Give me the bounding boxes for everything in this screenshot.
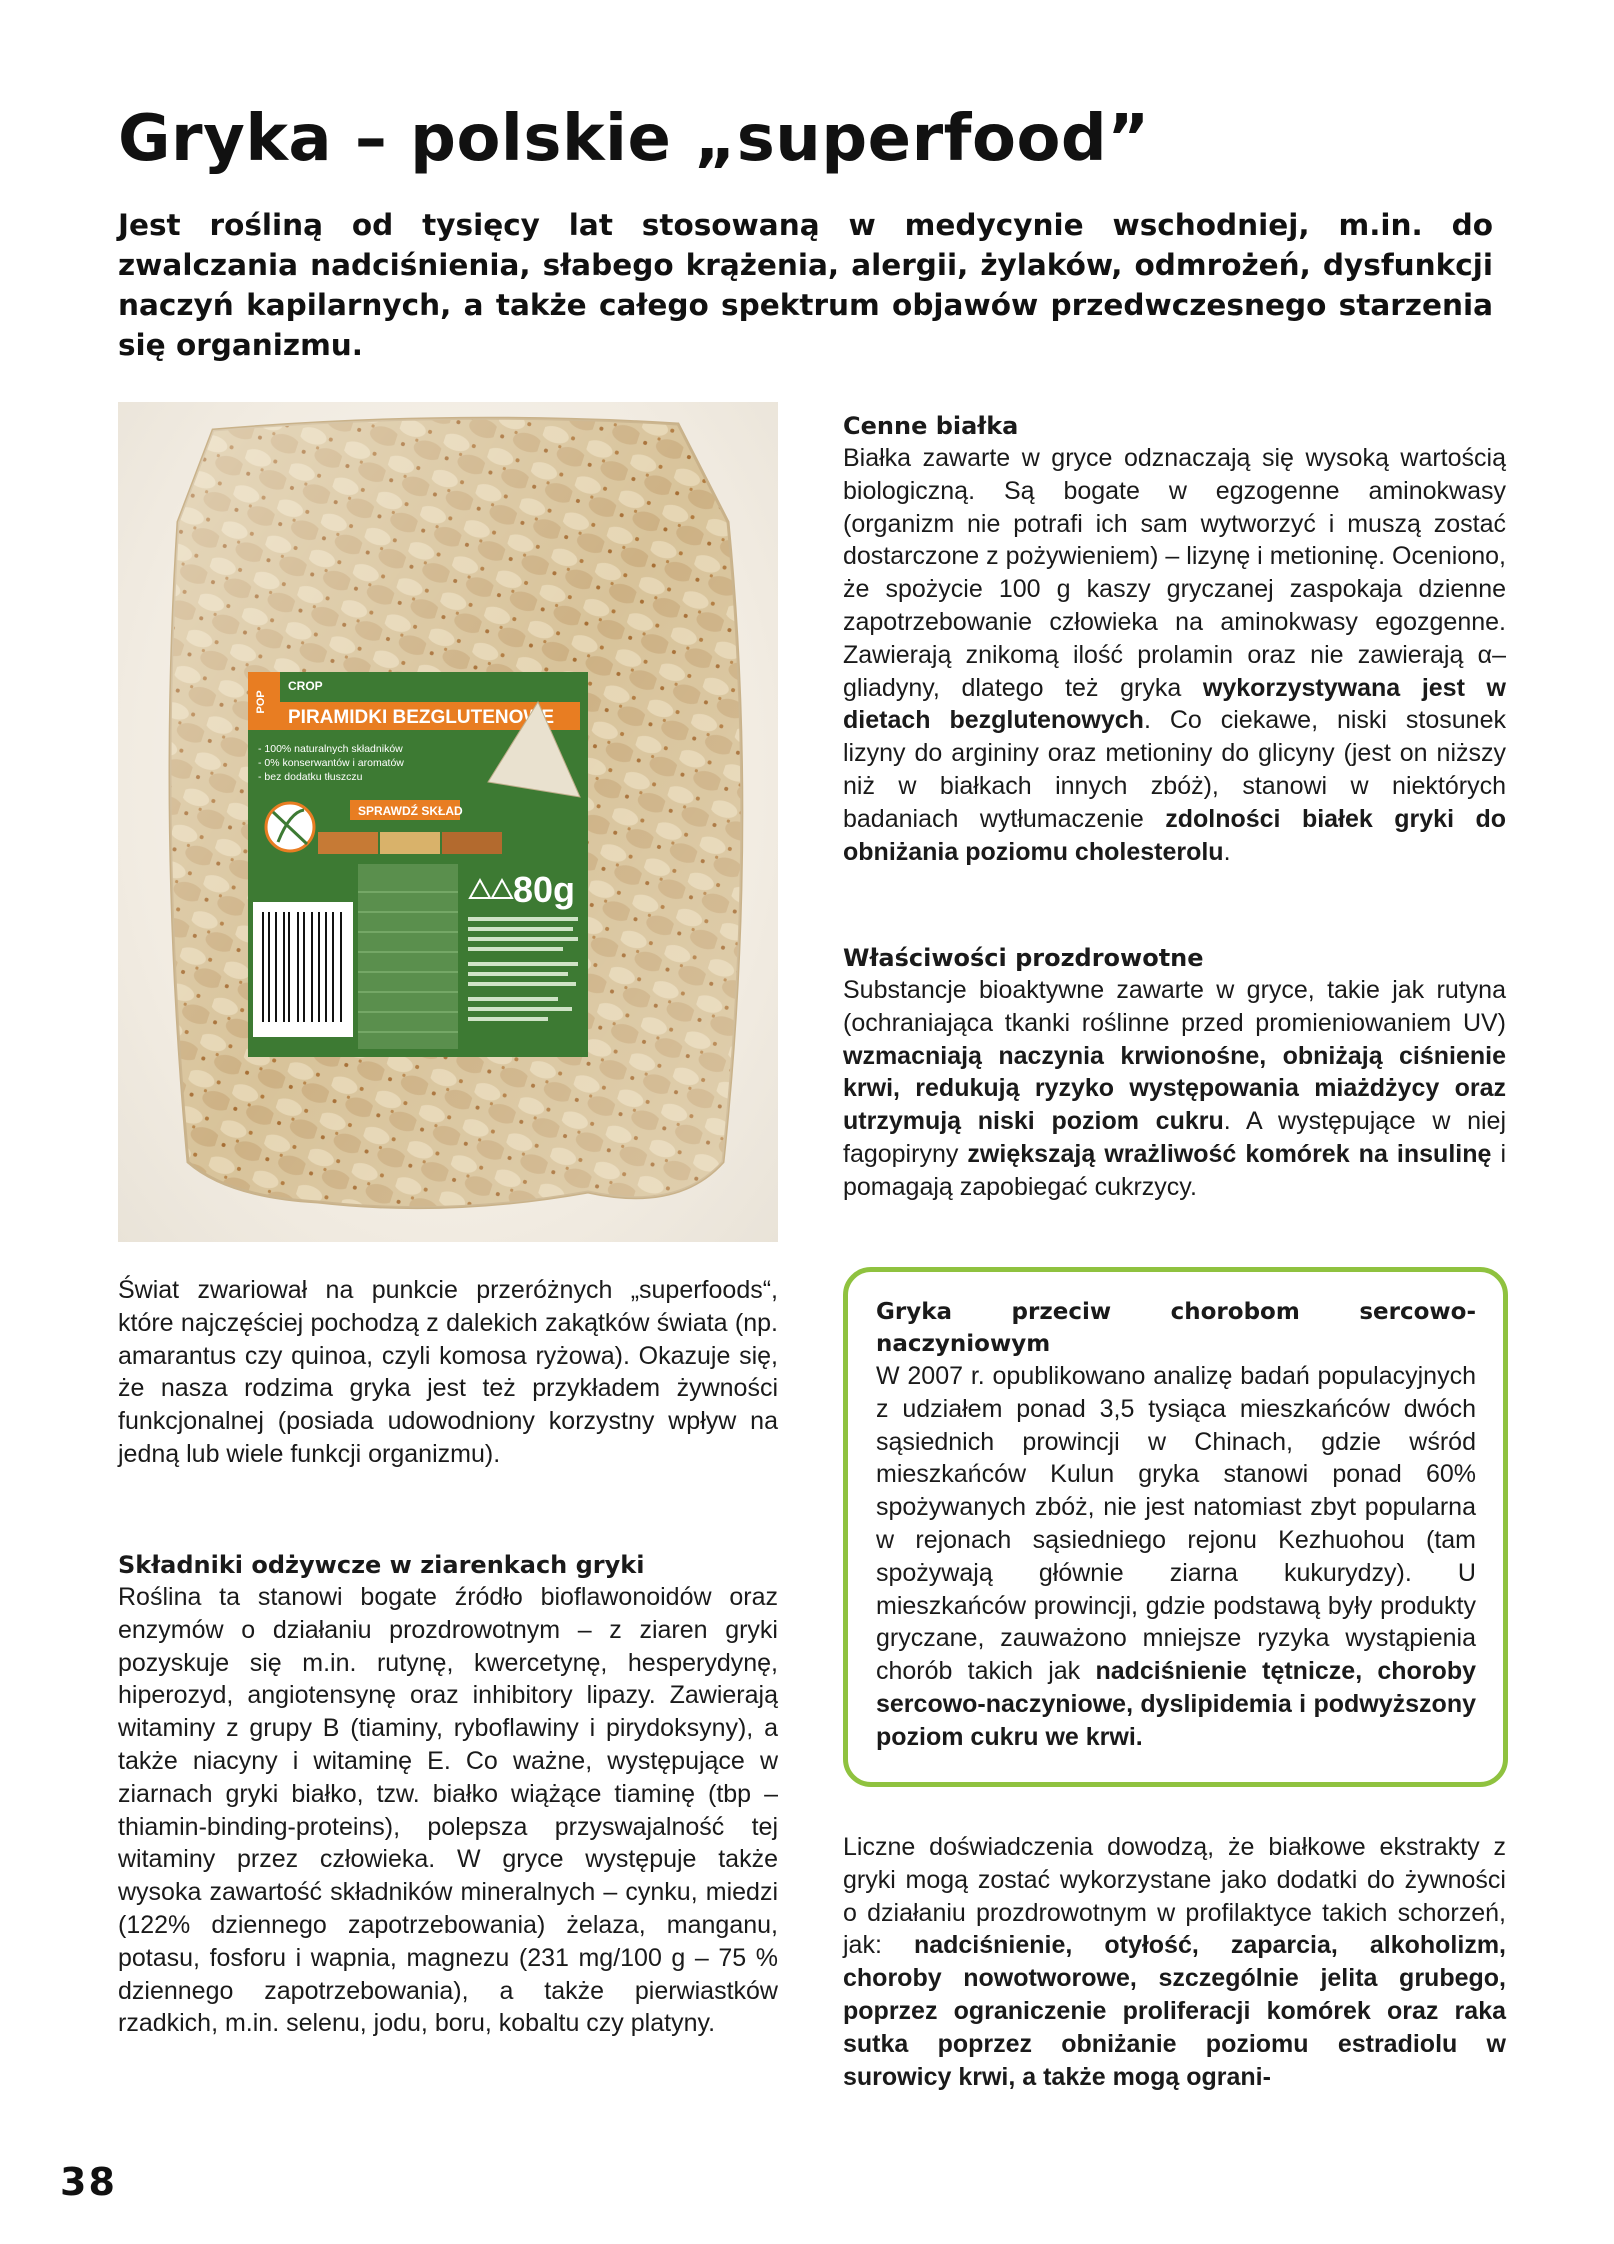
bold-run: wzmacniają naczynia krwionośne, obniżają ciśnienie krwi, redukują ryzyko występowania miażdżycy oraz utrzymują niski poziom cukru (843, 1041, 1506, 1136)
section-cenne-bialka (843, 410, 1506, 868)
heading-wlasciwosci: Właściwości prozdrowotne (843, 944, 1204, 972)
bold-run: nadciśnienie, otyłość, zaparcia, alkoholizm, choroby nowotworowe, szczególnie jelita grubego, poprzez ograniczenie proliferacji komórek oraz raka sutka poprzez obniżanie poziomu estradiolu w surowicy krwi, a także mogą ograni- (843, 1931, 1506, 2091)
product-feature-1: - 100% naturalnych składników (258, 743, 403, 755)
section-serce (876, 1296, 1476, 1754)
brand-crop: CROP (288, 679, 323, 693)
product-name: PIRAMIDKI BEZGLUTENOWE (288, 707, 554, 728)
paragraph-cenne-bialka (843, 442, 1506, 868)
paragraph-wlasciwosci (843, 974, 1506, 1204)
paragraph-skladniki: Roślina ta stanowi bogate źródło bioflawonoidów oraz enzymów o działaniu prozdrowotnym – z ziaren gryki pozyskuje się m.in. rutynę, kwercetynę, hesperydynę, hiperozyd, angiotensynę oraz inhibitory lipazy. Zawierają witaminy z grupy B (tiaminy, ryboflawiny i pirydoksyny), a także niacyny i witaminę E. Co ważne, występujące w ziarnach gryki białko, tzw. białko wiążące tiaminę (tbp – thiamin-binding-proteins), polepsza przyswajalność tej witaminy przez człowieka. W gryce występuje także wysoka zawartość składników mineralnych – cynku, miedzi (122% dziennego zapotrzebowania) żelaza, manganu, potasu, fosforu i wapnia, magnezu (231 mg/100 g – 75 % dziennego zapotrzebowania), a także pierwiastków rzadkich, m.in. selenu, jodu, boru, kobaltu czy platyny. (118, 1583, 778, 2038)
text-run: Białka zawarte w gryce odznaczają się wysoką wartością biologiczną. Są bogate w egzogenne aminokwasy (organizm nie potrafi ich sam wytworzyć i muszą zostać dostarczone z pożywieniem) – lizynę i metioninę. Oceniono, że spożycie 100 g kaszy gryczanej zaspokaja dzienne zapotrzebowanie człowieka na aminokwasy egozgenne. Zawierają znikomą ilość prolamin oraz nie zawierają α–gliadyny, dlatego też gryka (843, 444, 1506, 702)
text-run: i pomagają zapobiegać cukrzycy. (843, 1139, 1507, 1201)
text-run: W 2007 r. opublikowano analizę badań populacyjnych z udziałem ponad 3,5 tysiąca mieszkańców dwóch sąsiednich prowincji w Chinach, gdzie wśród mieszkańców Kulun gryka stanowi ponad 60% spożywanych zbóż, nie jest natomiast zbyt popularna w rejonach sąsiedniego rejonu Kezhuohou (tam spożywają głównie ziarna kukurydzy). U mieszkańców prowincji, gdzie podstawą były produkty gryczane, zauważono mniejsze ryzyka wystąpienia chorób takich jak (876, 1362, 1476, 1686)
bold-run: wykorzystywana jest w dietach bezglutenowych (843, 673, 1506, 735)
product-feature-3: - bez dodatku tłuszczu (258, 771, 363, 783)
product-package-image (118, 402, 778, 1242)
text-run: Substancje bioaktywne zawarte w gryce, takie jak rutyna (ochraniająca tkanki roślinne przed promieniowaniem UV) (843, 976, 1506, 1037)
brand-pop: POP (255, 690, 267, 714)
heading-skladniki: Składniki odżywcze w ziarenkach gryki (118, 1551, 645, 1579)
bold-run: zdolności białek gryki do obniżania poziomu cholesterolu (843, 804, 1506, 866)
heading-cenne-bialka: Cenne białka (843, 412, 1019, 440)
text-run: . A występujące w niej fagopiryny (843, 1107, 1506, 1168)
paragraph-liczne (843, 1831, 1506, 2093)
check-composition-label: SPRAWDŹ SKŁAD (358, 804, 463, 818)
product-weight: 80g (513, 869, 576, 910)
text-run: Liczne doświadczenia dowodzą, że białkowe ekstrakty z gryki mogą zostać wykorzystane jako dodatki do żywności o działaniu prozdrowotnym w profilaktyce takich schorzeń, jak: (843, 1833, 1506, 1960)
bold-run: zwiększają wrażliwość komórek na insulinę (967, 1139, 1492, 1168)
bold-run: nadciśnienie tętnicze, choroby sercowo-naczyniowe, dyslipidemia i podwyższony poziom cukru we krwi. (876, 1657, 1477, 1751)
paragraph-swiat: Świat zwariował na punkcie przeróżnych „superfoods“, które najczęściej pochodzą z dalekich zakątków świata (np. amarantus czy quinoa, czyli komosa ryżowa). Okazuje się, że nasza rodzima gryka jest też przykładem żywności funkcjonalnej (posiada udowodniony korzystny wpływ na jedną lub wiele funkcji organizmu). (118, 1276, 778, 1468)
section-liczne (843, 1831, 1506, 2093)
heading-serce: Gryka przeciw chorobom sercowo-naczyniowym (876, 1299, 1476, 1357)
lead-paragraph: Jest rośliną od tysięcy lat stosowaną w medycynie wschodniej, m.in. do zwalczania nadciśnienia, słabego krążenia, alergii, żylaków, odmrożeń, dysfunkcji naczyń kapilarnych, a także całego spektrum objawów przedwczesnego starzenia się organizmu. (118, 208, 1493, 362)
section-skladniki (118, 1549, 778, 2040)
product-feature-2: - 0% konserwantów i aromatów (258, 757, 404, 769)
section-swiat (118, 1274, 778, 1471)
product-photo (118, 402, 778, 1242)
section-wlasciwosci (843, 942, 1506, 1204)
page-number: 38 (60, 2160, 117, 2204)
page-title: Gryka – polskie „superfood” (118, 102, 1150, 176)
text-run: . (1223, 837, 1231, 866)
text-run: . Co ciekawe, niski stosunek lizyny do argininy oraz metioniny do glicyny (jest on niższy niż w białkach innych zbóż), stanowi w niektórych badaniach wytłumaczenie (843, 706, 1506, 833)
paragraph-serce (876, 1360, 1476, 1754)
